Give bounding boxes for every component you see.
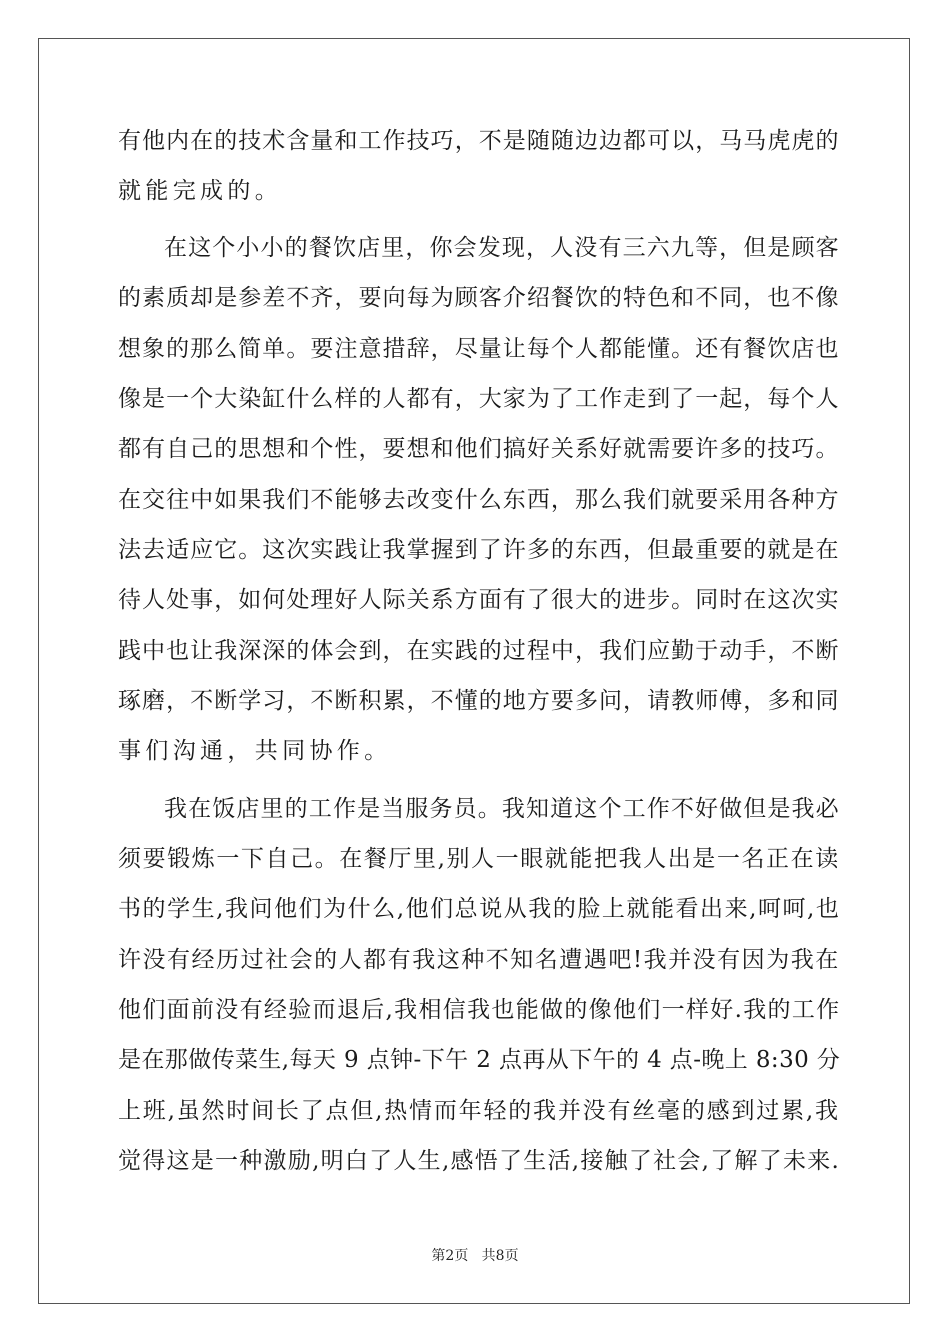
text-line: 法去适应它。这次实践让我掌握到了许多的东西，但最重要的就是在: [118, 537, 840, 563]
text-line: 他们面前没有经验而退后,我相信我也能做的像他们一样好.我的工作: [118, 997, 841, 1023]
text-line: 像是一个大染缸什么样的人都有，大家为了工作走到了一起，每个人: [118, 386, 840, 412]
text-line: 在这个小小的餐饮店里，你会发现，人没有三六九等，但是顾客: [164, 235, 840, 261]
text-line: 事们沟通，共同协作。: [118, 738, 392, 764]
text-line: 书的学生,我问他们为什么,他们总说从我的脸上就能看出来,呵呵,也: [118, 896, 841, 922]
text-line: 上班,虽然时间长了点但,热情而年轻的我并没有丝毫的感到过累,我: [118, 1098, 840, 1124]
text-line: 的素质却是参差不齐，要向每为顾客介绍餐饮的特色和不同，也不像: [118, 285, 840, 311]
page-number: 第2页 共8页: [431, 1248, 519, 1264]
text-line: 在交往中如果我们不能够去改变什么东西，那么我们就要采用各种方: [118, 487, 840, 513]
text-line: 许没有经历过社会的人都有我这种不知名遭遇吧!我并没有因为我在: [118, 947, 840, 973]
text-line: 待人处事，如何处理好人际关系方面有了很大的进步。同时在这次实: [118, 587, 840, 613]
text-line: 就能完成的。: [118, 178, 283, 204]
text-line: 我在饭店里的工作是当服务员。我知道这个工作不好做但是我必: [164, 796, 840, 822]
text-line: 有他内在的技术含量和工作技巧，不是随随边边都可以，马马虎虎的: [118, 128, 840, 154]
text-line: 琢磨，不断学习，不断积累，不懂的地方要多问，请教师傅，多和同: [118, 688, 840, 714]
text-line: 都有自己的思想和个性，要想和他们搞好关系好就需要许多的技巧。: [118, 436, 840, 462]
page-footer: [0, 1245, 950, 1265]
text-line: 须要锻炼一下自己。在餐厅里,别人一眼就能把我人出是一名正在读: [118, 846, 840, 872]
text-line: 想象的那么简单。要注意措辞，尽量让每个人都能懂。还有餐饮店也: [118, 336, 840, 362]
text-line: 是在那做传菜生,每天 9 点钟-下午 2 点再从下午的 4 点-晚上 8:30 分: [118, 1047, 841, 1073]
text-line: 觉得这是一种激励,明白了人生,感悟了生活,接触了社会,了解了未来.: [118, 1148, 841, 1174]
text-line: 践中也让我深深的体会到，在实践的过程中，我们应勤于动手，不断: [118, 638, 840, 664]
